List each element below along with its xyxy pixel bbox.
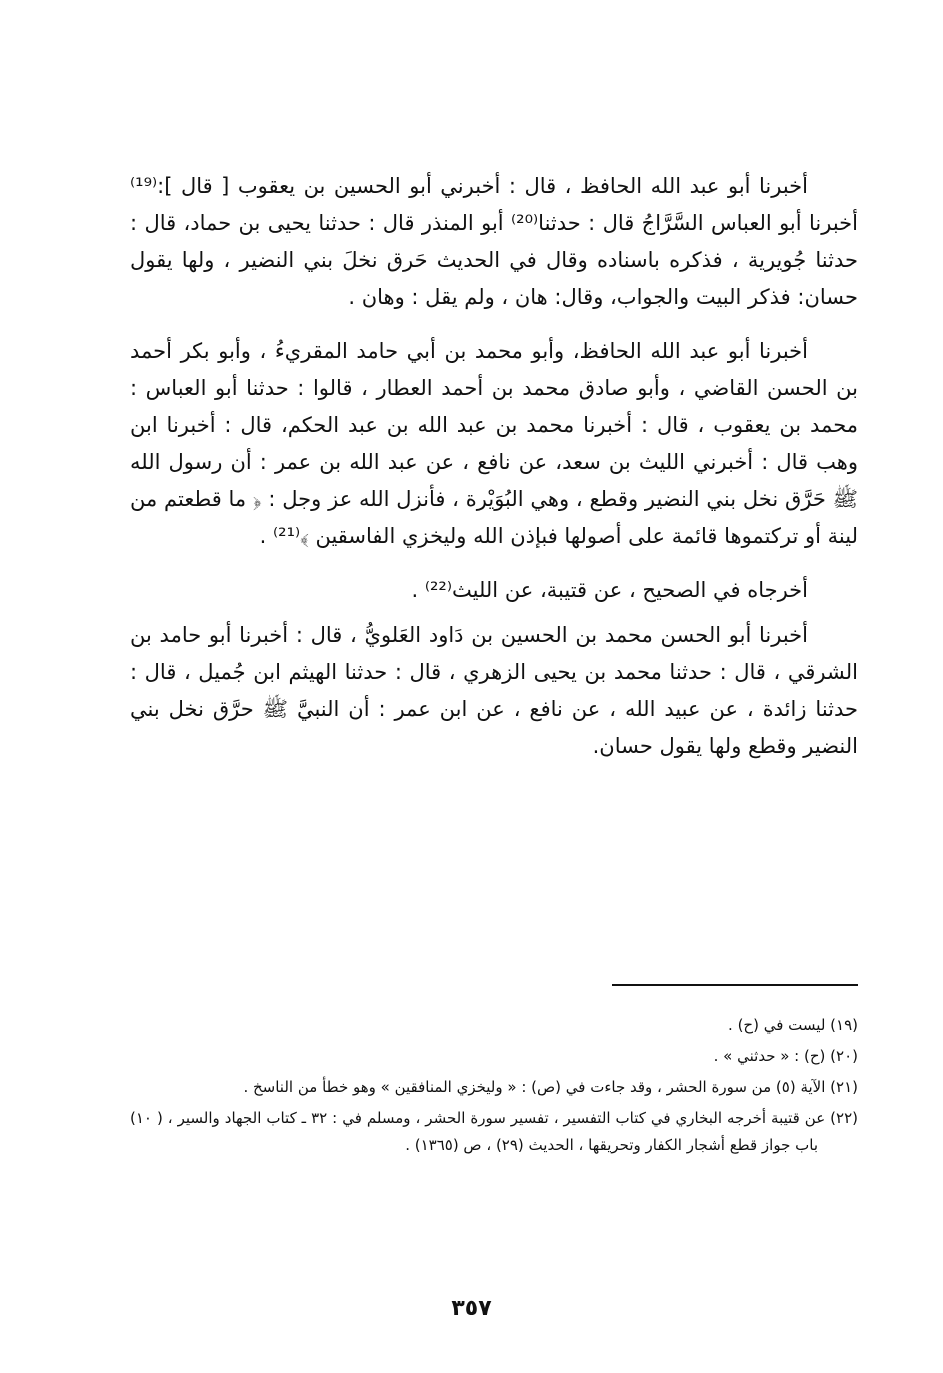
footnote-separator: [612, 984, 858, 986]
footnote: (١٩) ليست في (ح) .: [728, 1016, 858, 1034]
paragraph: أخبرنا أبو عبد الله الحافظ، وأبو محمد بن أبي حامد المقريءُ ، وأبو بكر أحمد بن الحسن القاضي ، وأبو صادق محمد بن أحمد العطار ، قالوا : حدثنا أبو العباس : محمد بن يعقوب ، قال : أخبرنا محمد بن عبد الله بن عبد الحكم، قال : أخبرنا ابن وهب قال : أخبرني الليث بن سعد، عن نافع ، عن عبد الله بن عمر : أن رسول الله ﷺ حَرَّق نخل بني النضير وقطع ، وهي البُوَيْرة ، فأنزل الله عز وجل : ﴿ ما قطعتم من لينة أو تركتموها قائمة على أصولها فبإذن الله وليخزي الفاسقين ﴾⁽²¹⁾ .: [130, 339, 858, 548]
paragraph: أخبرنا أبو عبد الله الحافظ ، قال : أخبرني أبو الحسين بن يعقوب [ قال ]:⁽¹⁹⁾ أخبرنا أبو العباس السَّرَّاجُ قال : حدثنا⁽²⁰⁾ أبو المنذر قال : حدثنا يحيى بن حماد، قال : حدثنا جُويرية ، فذكره باسناده وقال في الحديث حَرق نخلَ بني النضير ، ولها يقول حسان: فذكر البيت والجواب، وقال: هان ، ولم يقل : وهان .: [130, 174, 858, 309]
page-number: ٣٥٧: [451, 1296, 492, 1321]
footnote: (٢٢) عن قتيبة أخرجه البخاري في كتاب التفسير ، تفسير سورة الحشر ، ومسلم في : ٣٢ ـ كتاب الجهاد والسير ، ( ١٠) باب جواز قطع أشجار الكفار وتحريقها ، الحديث (٢٩) ، ص (١٣٦٥) .: [130, 1109, 858, 1154]
footnote: (٢١) الآية (٥) من سورة الحشر ، وقد جاءت في (ص) : « وليخزي المنافقين » وهو خطأ من الناسخ .: [243, 1078, 858, 1096]
footnotes: [130, 1012, 858, 1163]
footnote: (٢٠) (ح) : « حدثني » .: [713, 1047, 858, 1065]
main-text: [130, 168, 858, 782]
paragraph: أخبرنا أبو الحسن محمد بن الحسين بن دَاود العَلويُّ ، قال : أخبرنا أبو حامد بن الشرقي ، قال : حدثنا محمد بن يحيى الزهري ، قال : حدثنا الهيثم ابن جُميل ، قال : حدثنا زائدة ، عن عبيد الله ، عن نافع ، عن ابن عمر : أن النبيَّ ﷺ حرَّق نخل بني النضير وقطع ولها يقول حسان.: [130, 623, 858, 758]
paragraph: أخرجاه في الصحيح ، عن قتيبة، عن الليث⁽²²⁾ .: [411, 578, 808, 602]
